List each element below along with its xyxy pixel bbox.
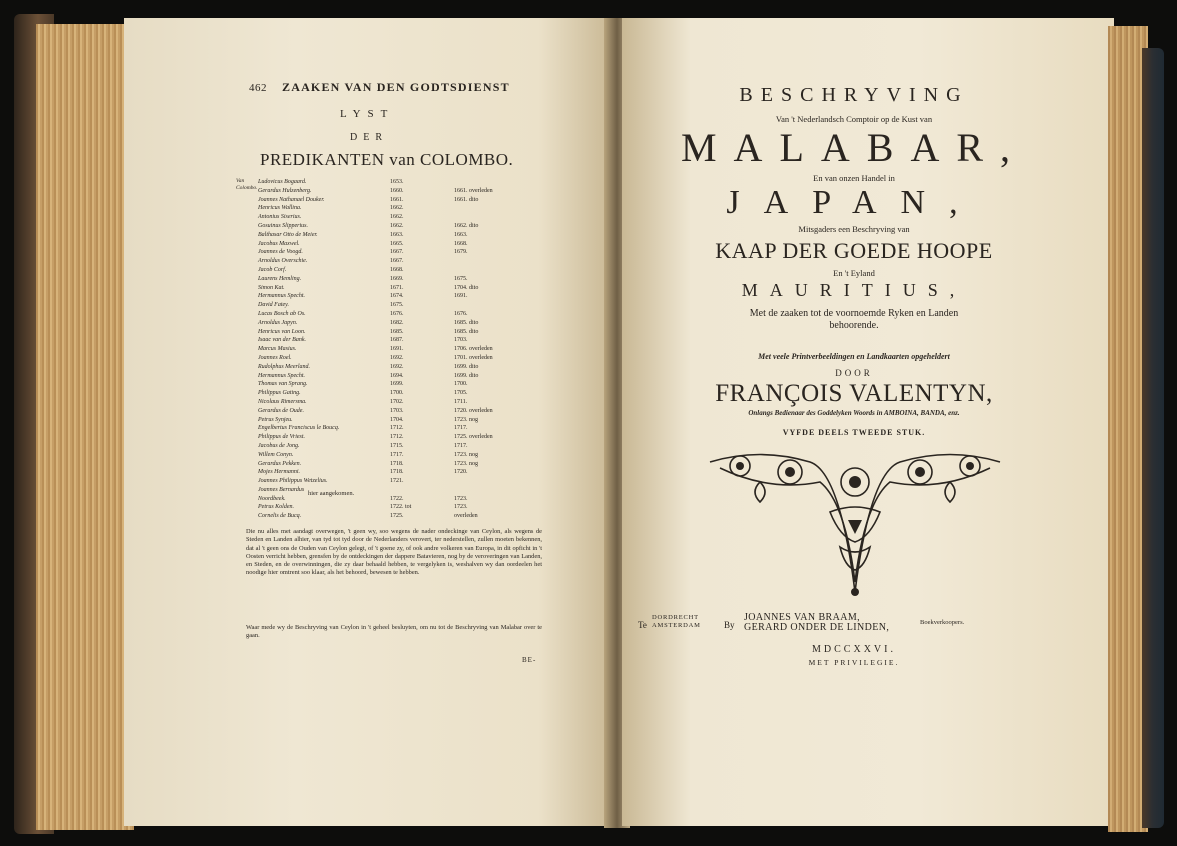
preacher-year: 1653. <box>390 179 404 185</box>
preacher-note: 1723. <box>454 504 468 511</box>
imprint-cities <box>652 614 701 630</box>
preacher-row <box>258 503 548 512</box>
preacher-name: Hermannus Specht. <box>258 372 305 379</box>
preacher-row <box>258 196 548 205</box>
preacher-name: Joannes Nathanael Douker. <box>258 196 325 203</box>
preacher-year: 1667. <box>390 249 404 256</box>
preacher-note: 1685. dito <box>454 319 479 326</box>
preacher-row <box>258 486 548 495</box>
preacher-note: 1717. <box>454 425 468 432</box>
preacher-name: Ludovicus Bogaard. <box>258 179 307 185</box>
subtitle-comptoir: Van 't Nederlandsch Comptoir op de Kust van <box>775 114 933 124</box>
preacher-name: Isaac van der Bank. <box>258 337 306 344</box>
preacher-name: Hermannus Specht. <box>258 293 305 300</box>
preacher-note: 1725. overleden <box>454 434 493 441</box>
preacher-year: 1712. <box>390 434 404 441</box>
preacher-note: 1711. <box>454 398 468 405</box>
preacher-row <box>258 363 548 372</box>
imprint-booksellers: Boekverkoopers. <box>920 619 965 626</box>
preacher-row <box>258 389 548 398</box>
preacher-year: 1722. <box>390 495 404 502</box>
preacher-year: 1712. <box>390 425 404 432</box>
preacher-year: 1675. <box>390 302 404 309</box>
preacher-name: Joannes Bernardus <box>258 486 305 493</box>
preacher-name: Mojes Hermanni. <box>258 469 300 476</box>
subtitle-zaaken <box>608 308 1100 332</box>
preacher-year: 1676. <box>390 310 404 317</box>
preacher-note: 1701. overleden <box>454 354 493 361</box>
preacher-row <box>258 407 548 416</box>
margin-note: Van Colombo. <box>236 178 258 191</box>
preacher-name: Jacobus de Jong. <box>258 442 300 449</box>
preacher-name: Nicolaus Rimersma. <box>258 398 307 405</box>
title-mauritius: MAURITIUS, <box>741 280 967 300</box>
preacher-year: 1674. <box>390 293 404 300</box>
preacher-year: 1700. <box>390 390 404 397</box>
imprint-te: Te <box>638 620 647 630</box>
preacher-note: 1661. overleden <box>454 187 493 194</box>
printer-ornament-icon <box>700 442 1010 602</box>
preacher-note: 1706. overleden <box>454 346 493 353</box>
preacher-name: Cornelis de Bucq. <box>258 513 302 520</box>
preacher-year: 1685. <box>390 328 404 335</box>
preacher-name: Gerardus de Oude. <box>258 407 304 414</box>
imprint-publishers <box>744 613 889 633</box>
preacher-name: Antonius Siserius. <box>258 214 302 221</box>
heading-predikanten: PREDIKANTEN van COLOMBO. <box>260 150 514 169</box>
preacher-year: 1665. <box>390 240 404 247</box>
privilege-line: MET PRIVILEGIE. <box>808 658 900 667</box>
preacher-note: 1685. dito <box>454 328 479 335</box>
preacher-name: Henricus van Loon. <box>258 328 306 335</box>
paragraph-conclusion: Die nu alles met aandagt overwegen, 't geen wy, soo wegens de nader ondeckinge van Ceylon, als wegens de Steden en Landen alhier, van tyd tot tyd door de Nederlanders verovert, ter nederstellen, zullen moeten bekennen, dat al 't geen ons de Ouden van Ceylon gelegt, of 't goene zy, of ook andre volkeren van Europa, in dit opficht in 't Oosten verricht hebben, grensfen by de ontdeckingen der dappere Batavieren, nog by de veroveringen van Landen, en Steden, en de overwinningen, die zy daar behaald hebben, te vergelyken is, weshalven wy dan oordeelen het noodige hier omtrent soo klaar, als het behoord, bewesen te hebben. <box>246 528 542 577</box>
preacher-note: 1705. <box>454 390 468 397</box>
preacher-name: Philippus Gating. <box>258 390 301 397</box>
preacher-year: 1692. <box>390 354 404 361</box>
preacher-year: 1691. <box>390 346 404 353</box>
preacher-year: 1662. <box>390 214 404 221</box>
preacher-year: 1699. <box>390 381 404 388</box>
left-page-edges <box>36 24 134 830</box>
imprint-city-dordrecht: DORDRECHT <box>652 614 699 621</box>
preacher-year: 1661. <box>390 196 404 203</box>
preacher-name: Simon Kat. <box>258 284 285 291</box>
author-title: Onlangs Bedienaar des Goddelyken Woords in AMBOINA, BANDA, enz. <box>748 409 960 417</box>
preacher-row <box>258 284 548 293</box>
preacher-name: Arnoldus Overschie. <box>258 258 308 265</box>
preacher-year: 1669. <box>390 275 404 282</box>
preacher-name: Marcus Masius. <box>258 346 297 353</box>
preacher-row <box>258 275 548 284</box>
paragraph-transition: Waar mede wy de Beschryving van Ceylon in 't geheel besluyten, om nu tot de Beschryving van Malabar over te gaan. <box>246 624 542 640</box>
imprint-by: By <box>724 620 735 630</box>
preacher-row <box>258 468 548 477</box>
preacher-year: 1715. <box>390 442 404 449</box>
preacher-name: Joannes Philippus Wetzelius. <box>258 478 328 485</box>
preacher-row <box>258 372 548 381</box>
preacher-name: Jacobus Maxwel. <box>258 240 300 247</box>
preacher-year: 1692. <box>390 363 404 370</box>
imprint-city-amsterdam: AMSTERDAM <box>652 622 701 629</box>
label-door: DOOR <box>835 368 873 378</box>
running-head: ZAAKEN VAN DEN GODTSDIENST <box>282 80 510 94</box>
volume-label: VYFDE DEELS TWEEDE STUK. <box>782 428 926 437</box>
preacher-name: Rudolphus Meerland. <box>258 363 310 370</box>
preacher-year: 1704. <box>390 416 404 423</box>
catchword: BE- <box>522 656 537 664</box>
preacher-year: 1667. <box>390 258 404 265</box>
preacher-row <box>258 398 548 407</box>
preacher-note: 1699. dito <box>454 363 479 370</box>
title-malabar: MALABAR, <box>680 125 1028 170</box>
preacher-row <box>258 301 548 310</box>
preacher-row <box>258 257 548 266</box>
preacher-note: 1704. dito <box>454 284 479 291</box>
preacher-note: 1668. <box>454 240 468 247</box>
preacher-name: Willem Conyn. <box>258 451 294 458</box>
preacher-name: Joannes Roel. <box>258 354 292 361</box>
preacher-year: 1663. <box>390 231 404 238</box>
preacher-year: 1671. <box>390 284 404 291</box>
preacher-row <box>258 319 548 328</box>
preacher-note: 1661. dito <box>454 196 479 203</box>
preacher-name: Joannes de Voogd. <box>258 249 303 256</box>
title-kaap: KAAP DER GOEDE HOOPE <box>715 238 993 263</box>
preacher-name: Henricus Wallina. <box>258 205 302 212</box>
preacher-row <box>258 292 548 301</box>
preacher-row <box>258 222 548 231</box>
preacher-row <box>258 345 548 354</box>
preacher-row <box>258 336 548 345</box>
subtitle-mitsgaders: Mitsgaders een Beschryving van <box>798 224 910 234</box>
preacher-name: Arnoldus Japyn. <box>258 319 298 326</box>
author-name: FRANÇOIS VALENTYN, <box>715 380 993 407</box>
preacher-note: 1700. <box>454 381 468 388</box>
preacher-year: 1717. <box>390 451 404 458</box>
preacher-note: 1717. <box>454 442 468 449</box>
preacher-note: 1723. <box>454 495 468 502</box>
preacher-note: 1699. dito <box>454 372 479 379</box>
preacher-year: 1687. <box>390 337 404 344</box>
preacher-year: 1694. <box>390 372 404 379</box>
preacher-year: 1668. <box>390 266 404 273</box>
title-japan: JAPAN, <box>726 184 982 221</box>
preacher-name: Philippus de Vriest. <box>258 434 306 441</box>
preacher-year: 1722. tot <box>390 504 412 511</box>
preacher-year: 1725. <box>390 513 404 520</box>
preacher-name: Engelbertus Franciscus le Boucq. <box>258 425 340 432</box>
publisher-van-braam: JOANNES VAN BRAAM, <box>744 612 861 623</box>
preacher-row <box>258 512 548 521</box>
preacher-row <box>258 240 548 249</box>
preacher-note: 1675. <box>454 275 468 282</box>
subtitle-zaaken-line2: behoorende. <box>829 320 879 331</box>
preacher-row <box>258 213 548 222</box>
preacher-year: 1660. <box>390 187 404 194</box>
preacher-note: 1691. <box>454 293 468 300</box>
preacher-note: 1703. <box>454 337 468 344</box>
preacher-year: 1703. <box>390 407 404 414</box>
subtitle-prints: Met veele Printverbeeldingen en Landkaarten opgeheldert <box>758 352 950 361</box>
preacher-name: Gosuinus Slipperius. <box>258 222 309 229</box>
imprint-year: MDCCXXVI. <box>812 644 896 655</box>
preacher-row <box>258 460 548 469</box>
preacher-name: Jacob Corf. <box>258 266 287 273</box>
preacher-name: Gerardus Hulzenberg. <box>258 187 312 194</box>
preacher-note: 1723. nog <box>454 416 478 423</box>
preacher-row <box>258 416 548 425</box>
preacher-year: 1662. <box>390 205 404 212</box>
preacher-name: Gerardus Pekken. <box>258 460 302 467</box>
preacher-row <box>258 178 548 187</box>
preacher-note: 1723. nog <box>454 451 478 458</box>
preacher-row <box>258 451 548 460</box>
preacher-year: 1682. <box>390 319 404 326</box>
title-beschryving: BESCHRYVING <box>739 84 969 106</box>
preacher-row <box>258 380 548 389</box>
preacher-name: Noordbeek. <box>258 495 286 502</box>
preacher-name: Balthasar Otto de Meier. <box>258 231 318 238</box>
preacher-note: 1662. dito <box>454 222 479 229</box>
preacher-note: 1720. <box>454 469 468 476</box>
preacher-list <box>258 178 548 521</box>
preacher-row <box>258 495 548 504</box>
right-cover <box>1142 48 1164 828</box>
preacher-row <box>258 248 548 257</box>
preacher-year: 1662. <box>390 222 404 229</box>
imprint <box>638 614 1088 644</box>
preacher-name: Lucas Bosch ab Os. <box>258 310 306 317</box>
preacher-name: David Fatey. <box>258 302 289 309</box>
preacher-note: 1679. <box>454 249 468 256</box>
publisher-onder-de-linden: GERARD ONDER DE LINDEN, <box>744 622 890 633</box>
preacher-year: 1718. <box>390 460 404 467</box>
preacher-year: 1702. <box>390 398 404 405</box>
preacher-row <box>258 477 548 486</box>
preacher-note: 1723. nog <box>454 460 478 467</box>
preacher-row <box>258 424 548 433</box>
preacher-row <box>258 231 548 240</box>
heading-der: DER <box>350 132 388 143</box>
subtitle-eyland: En 't Eyland <box>833 268 875 278</box>
preacher-row <box>258 204 548 213</box>
preacher-name: Petrus Synjeu. <box>258 416 293 423</box>
preacher-note: 1663. <box>454 231 468 238</box>
preacher-row <box>258 266 548 275</box>
preacher-year: 1721. <box>390 478 404 485</box>
preacher-row <box>258 187 548 196</box>
page-number: 462 <box>249 82 267 94</box>
preacher-row <box>258 310 548 319</box>
subtitle-handel: En van onzen Handel in <box>813 173 895 183</box>
heading-lyst: LYST <box>340 108 395 120</box>
preacher-row <box>258 442 548 451</box>
preacher-note: 1676. <box>454 310 468 317</box>
preacher-row <box>258 433 548 442</box>
preacher-row <box>258 354 548 363</box>
preacher-note: 1720. overleden <box>454 407 493 414</box>
preacher-row <box>258 328 548 337</box>
preacher-name: Petrus Kolden. <box>258 504 294 511</box>
preacher-name: Thomas van Sprang. <box>258 381 308 388</box>
preacher-note: overleden <box>454 513 478 520</box>
preacher-name: Laurens Hemling. <box>258 275 302 282</box>
arrival-note: hier aangekomen. <box>308 490 355 497</box>
subtitle-zaaken-line1: Met de zaaken tot de voornoemde Ryken en Landen <box>749 308 959 319</box>
preacher-year: 1718. <box>390 469 404 476</box>
